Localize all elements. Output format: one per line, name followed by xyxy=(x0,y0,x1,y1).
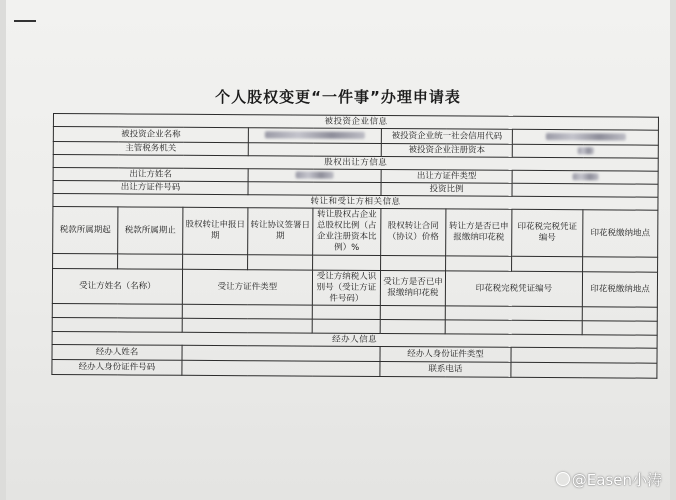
header-equity-ratio: 转让股权占企业总股权比例（占企业注册资本比例）% xyxy=(313,208,381,255)
blank-cell xyxy=(53,254,118,269)
form-title: 个人股权变更“一件事”办理申请表 xyxy=(215,88,461,106)
blank-cell xyxy=(582,321,657,335)
section-investee-info: 被投资企业信息 xyxy=(53,114,658,131)
watermark-logo-icon xyxy=(556,472,570,486)
transferor-name-value xyxy=(248,169,381,183)
agent-phone-value xyxy=(511,362,657,378)
blank-cell xyxy=(582,307,657,321)
blank-cell xyxy=(248,255,313,270)
redacted-value xyxy=(545,133,625,140)
blank-cell xyxy=(118,254,183,269)
header-transferor-stamp-duty: 转让方是否已申报缴纳印花税 xyxy=(446,209,512,256)
header-declaration-date: 股权转让申报日期 xyxy=(183,207,248,254)
corner-mark xyxy=(14,20,36,22)
redacted-value xyxy=(572,173,598,180)
agent-phone-label: 联系电话 xyxy=(380,362,511,378)
tax-authority-value xyxy=(248,143,381,157)
blank-cell xyxy=(182,304,312,319)
transferor-id-type-label: 出让方证件类型 xyxy=(381,170,512,184)
blank-cell xyxy=(583,257,658,272)
blank-cell xyxy=(380,320,445,334)
investment-ratio-value xyxy=(512,183,658,197)
application-form-table xyxy=(51,113,659,379)
redacted-value xyxy=(296,171,334,178)
blank-cell xyxy=(52,317,182,332)
blank-cell xyxy=(312,305,380,319)
agent-id-type-value xyxy=(511,347,657,363)
blank-cell xyxy=(313,255,381,270)
blank-cell xyxy=(52,303,182,318)
agent-name-label: 经办人姓名 xyxy=(52,344,182,360)
header-stamp-certificate-no: 印花税完税凭证编号 xyxy=(512,209,583,256)
blank-cell xyxy=(512,256,583,271)
watermark xyxy=(556,469,662,490)
registered-capital-value xyxy=(512,144,658,158)
header-transferee-name: 受让方姓名（名称） xyxy=(52,269,182,305)
blank-cell xyxy=(312,319,380,333)
blank-cell xyxy=(381,256,446,271)
blank-cell xyxy=(446,256,512,271)
section-transferor-info: 股权出让方信息 xyxy=(53,155,658,172)
section-transfer-info: 转让和受让方相关信息 xyxy=(53,194,658,211)
agent-name-value xyxy=(182,345,380,361)
blank-cell xyxy=(183,254,248,269)
redacted-value xyxy=(265,131,365,139)
transferor-id-type-value xyxy=(512,170,658,184)
tax-authority-label: 主管税务机关 xyxy=(53,142,248,156)
section-agent-info: 经办人信息 xyxy=(52,331,657,348)
header-tax-period-end: 税款所属期止 xyxy=(118,207,183,254)
header-transferee-stamp-duty: 受让方是否已申报缴纳印花税 xyxy=(380,271,445,306)
redacted-value xyxy=(577,147,593,154)
header-tax-period-start: 税款所属期起 xyxy=(53,207,118,254)
header-transferee-stamp-certificate-no: 印花税完税凭证编号 xyxy=(445,271,582,307)
agent-id-type-label: 经办人身份证件类型 xyxy=(380,347,511,363)
header-contract-price: 股权转让合同（协议）价格 xyxy=(381,209,446,256)
registered-capital-label: 被投资企业注册资本 xyxy=(381,144,512,158)
header-transferee-stamp-location: 印花税缴纳地点 xyxy=(582,272,657,307)
header-transferee-id-type: 受让方证件类型 xyxy=(182,269,312,305)
investee-credit-code-value xyxy=(512,129,658,145)
blank-cell xyxy=(445,320,582,335)
agent-id-number-label: 经办人身份证件号码 xyxy=(52,359,182,375)
investment-ratio-label: 投资比例 xyxy=(381,183,512,197)
blank-cell xyxy=(380,306,445,320)
transferor-name-label: 出让方姓名 xyxy=(53,168,248,182)
watermark-text: @Easen小涛 xyxy=(571,471,662,489)
agent-id-number-value xyxy=(182,360,380,376)
header-agreement-date: 转让协议签署日期 xyxy=(248,208,313,255)
blank-cell xyxy=(445,306,582,321)
transferor-id-number-value xyxy=(248,182,381,196)
transferor-id-number-label: 出让方证件号码 xyxy=(53,181,248,195)
blank-cell xyxy=(182,318,312,333)
header-transferee-taxpayer-id: 受让方纳税人识别号（受让方证件号码） xyxy=(312,270,380,305)
header-stamp-location: 印花税缴纳地点 xyxy=(583,210,658,257)
investee-name-label: 被投资企业名称 xyxy=(53,127,248,143)
investee-name-value xyxy=(248,128,381,144)
investee-credit-code-label: 被投资企业统一社会信用代码 xyxy=(381,129,512,145)
